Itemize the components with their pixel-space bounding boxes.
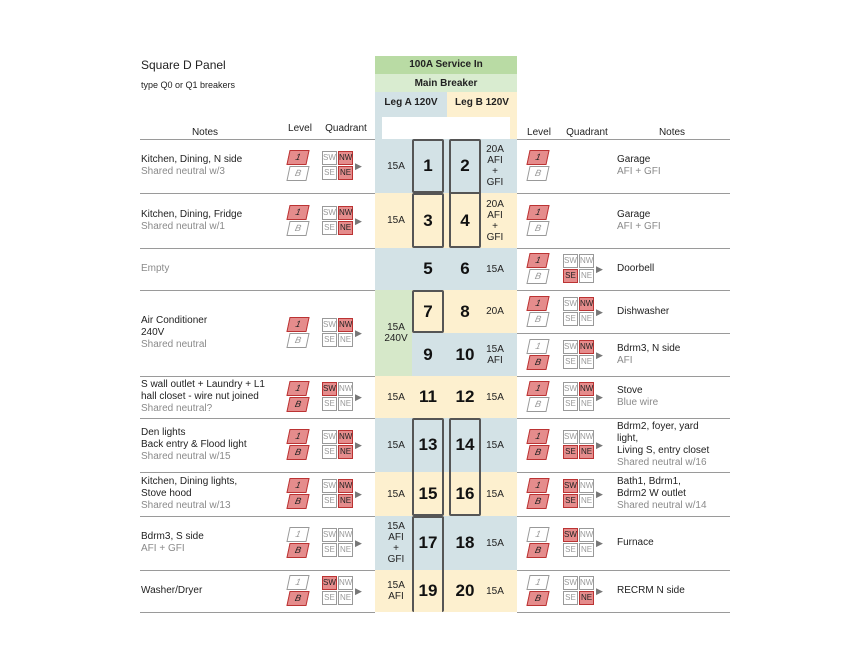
- amp-line: 15A: [486, 391, 504, 403]
- level-basement: B: [286, 591, 309, 606]
- left-note: Bdrm3, S side: [141, 531, 204, 542]
- quadrant-sw: SW: [322, 382, 337, 396]
- right-note: Doorbell: [617, 263, 655, 274]
- quadrant-indicator: [563, 340, 605, 370]
- level-upper: 1: [286, 575, 309, 590]
- level-upper: 1: [286, 527, 309, 542]
- amp-line: AFI: [487, 354, 503, 366]
- amp-rating-left: [378, 580, 414, 602]
- left-note: Kitchen, Dining, N side: [141, 154, 243, 165]
- quadrant-sw: SW: [322, 479, 337, 493]
- breaker-number-left: 3: [423, 210, 433, 230]
- leg-a-label: Leg A 120V: [384, 97, 438, 108]
- left-note: Den lights: [141, 427, 186, 438]
- left-note: Washer/Dryer: [141, 585, 203, 596]
- level-indicator: [286, 575, 312, 607]
- level-upper: 1: [526, 575, 549, 590]
- level-indicator: [286, 429, 312, 461]
- breaker-number-left: 13: [418, 435, 438, 454]
- quadrant-ne: NE: [579, 269, 594, 283]
- amp-rating-right: [480, 344, 510, 366]
- quadrant-se: SE: [563, 494, 578, 508]
- leg-b-label: Leg B 120V: [455, 97, 509, 108]
- amp-line: GFI: [486, 177, 504, 188]
- amp-line: 15A: [387, 322, 405, 333]
- quadrant-indicator: [322, 151, 364, 181]
- quadrant-sw: SW: [563, 430, 578, 444]
- level-upper: 1: [526, 253, 549, 268]
- row-divider-right: [517, 472, 730, 473]
- row-divider-right: [517, 139, 730, 140]
- row-divider-right: [517, 418, 730, 419]
- amp-line: 15A: [387, 439, 405, 451]
- amp-line: 15A: [387, 215, 405, 226]
- arrow-right-icon: ▶: [596, 489, 603, 499]
- row-divider-left: [140, 248, 375, 249]
- row-divider-left: [140, 612, 375, 613]
- breaker-divider: [449, 192, 481, 194]
- quadrant-sw: SW: [322, 318, 337, 332]
- arrow-right-icon: ▶: [355, 586, 362, 596]
- right-notes-header: Notes: [658, 127, 686, 138]
- quadrant-indicator: [563, 528, 605, 558]
- quadrant-se: SE: [322, 494, 337, 508]
- right-note-detail: Shared neutral w/16: [617, 457, 707, 468]
- right-note-detail: Blue wire: [617, 397, 659, 408]
- quadrant-se: SE: [322, 166, 337, 180]
- quadrant-nw: NW: [579, 254, 594, 268]
- row-divider-left: [140, 376, 375, 377]
- amp-line: 15A: [387, 580, 405, 591]
- amp-rating-right: [480, 489, 510, 500]
- quadrant-ne: NE: [579, 591, 594, 605]
- level-basement: B: [526, 166, 549, 181]
- level-indicator: [286, 527, 312, 559]
- row-divider-left: [140, 139, 375, 140]
- quadrant-nw: NW: [579, 576, 594, 590]
- row-divider-right: [517, 516, 730, 517]
- left-note: Back entry & Flood light: [141, 439, 247, 450]
- quadrant-nw: NW: [338, 430, 353, 444]
- breaker-number-left: 19: [418, 581, 438, 600]
- right-note: Furnace: [617, 537, 654, 548]
- quadrant-sw: SW: [563, 254, 578, 268]
- level-indicator: [286, 478, 312, 510]
- left-note: 240V: [141, 327, 165, 338]
- service-in-label: 100A Service In: [409, 59, 483, 70]
- level-indicator: [526, 150, 552, 182]
- quadrant-se: SE: [322, 397, 337, 411]
- page-subtitle: type Q0 or Q1 breakers: [141, 80, 236, 90]
- amp-line: GFI: [486, 231, 504, 243]
- row-divider-left: [140, 516, 375, 517]
- left-note-detail: Shared neutral w/1: [141, 220, 225, 232]
- arrow-right-icon: ▶: [355, 392, 362, 402]
- quadrant-ne: NE: [579, 355, 594, 369]
- left-note-detail: Empty: [141, 263, 170, 274]
- amp-rating-left: [378, 215, 414, 226]
- quadrant-sw: SW: [322, 528, 337, 542]
- amp-line: 15A: [486, 263, 504, 275]
- level-basement: B: [286, 397, 309, 412]
- quadrant-ne: NE: [338, 543, 353, 557]
- quadrant-sw: SW: [322, 430, 337, 444]
- quadrant-sw: SW: [563, 382, 578, 396]
- breaker-number-left: 1: [423, 156, 433, 175]
- quadrant-ne: NE: [338, 333, 353, 347]
- row-divider-left: [140, 570, 375, 571]
- arrow-right-icon: ▶: [596, 586, 603, 596]
- row-divider-left: [140, 193, 375, 194]
- quadrant-nw: NW: [338, 151, 353, 165]
- quadrant-indicator: [322, 206, 364, 236]
- row-divider-right: [517, 570, 730, 571]
- amp-rating-left: [378, 392, 414, 403]
- breaker-number-right: 14: [455, 435, 475, 454]
- level-basement: B: [286, 494, 309, 509]
- level-indicator: [526, 575, 552, 607]
- left-notes-header: Notes: [191, 127, 219, 138]
- level-upper: 1: [286, 205, 309, 220]
- breaker-number-right: 12: [455, 387, 475, 406]
- level-basement: B: [526, 269, 549, 284]
- level-upper: 1: [286, 317, 309, 332]
- quadrant-indicator: [322, 382, 364, 412]
- amp-line: AFI: [388, 591, 404, 602]
- quadrant-ne: NE: [338, 591, 353, 605]
- quadrant-indicator: [563, 430, 605, 460]
- arrow-right-icon: ▶: [355, 215, 362, 226]
- amp-rating-left: [378, 322, 414, 344]
- quadrant-indicator: [563, 382, 605, 412]
- amp-rating-left: [378, 489, 414, 500]
- level-indicator: [526, 478, 552, 510]
- quadrant-nw: NW: [338, 479, 353, 493]
- amp-line: 15A: [486, 439, 504, 451]
- level-basement: B: [286, 333, 309, 348]
- arrow-right-icon: ▶: [596, 440, 603, 450]
- level-basement: B: [526, 445, 549, 460]
- amp-line: 15A: [387, 160, 405, 172]
- level-indicator: [526, 205, 552, 237]
- level-indicator: [526, 429, 552, 461]
- quadrant-ne: NE: [579, 397, 594, 411]
- quadrant-nw: NW: [579, 528, 594, 542]
- quadrant-ne: NE: [338, 397, 353, 411]
- page-title: Square D Panel: [141, 58, 226, 72]
- quadrant-ne: NE: [338, 166, 353, 180]
- main-breaker-label: Main Breaker: [414, 78, 478, 89]
- quadrant-se: SE: [322, 543, 337, 557]
- quadrant-ne: NE: [579, 445, 594, 459]
- level-upper: 1: [526, 205, 549, 220]
- arrow-right-icon: ▶: [355, 538, 362, 548]
- amp-rating-left: [378, 161, 414, 172]
- quadrant-nw: NW: [338, 382, 353, 396]
- arrow-right-icon: ▶: [355, 328, 362, 338]
- quadrant-ne: NE: [579, 543, 594, 557]
- quadrant-se: SE: [563, 591, 578, 605]
- quadrant-ne: NE: [338, 445, 353, 459]
- quadrant-indicator: [322, 576, 364, 606]
- level-basement: B: [526, 312, 549, 327]
- right-note: Garage: [617, 154, 651, 165]
- amp-rating-right: [480, 199, 510, 243]
- quadrant-nw: NW: [579, 430, 594, 444]
- level-indicator: [526, 296, 552, 328]
- left-note-detail: AFI + GFI: [141, 543, 185, 554]
- right-note: Bdrm2 W outlet: [617, 488, 686, 499]
- quadrant-se: SE: [322, 445, 337, 459]
- level-basement: B: [286, 166, 309, 181]
- arrow-right-icon: ▶: [596, 349, 603, 360]
- quadrant-indicator: [563, 479, 605, 509]
- left-note: hall closet - wire nut joined: [141, 391, 259, 402]
- quadrant-indicator: [563, 576, 605, 606]
- quadrant-se: SE: [563, 355, 578, 369]
- level-upper: 1: [526, 150, 549, 165]
- right-note: Bdrm2, foyer, yard: [617, 421, 699, 432]
- amp-line: 15A: [387, 521, 405, 532]
- level-indicator: [526, 339, 552, 371]
- amp-rating-right: [480, 538, 510, 549]
- quadrant-se: SE: [322, 221, 337, 235]
- arrow-right-icon: ▶: [355, 440, 362, 450]
- breaker-number-left: 15: [418, 484, 438, 503]
- row-divider-left: [140, 418, 375, 419]
- breaker-number-right: 16: [455, 484, 475, 503]
- right-note: Dishwasher: [617, 305, 670, 317]
- right-note: RECRM N side: [617, 585, 685, 596]
- quadrant-sw: SW: [322, 206, 337, 220]
- amp-line: 20A: [486, 198, 504, 210]
- breaker-number-right: 2: [460, 156, 470, 175]
- breaker-number-right: 20: [455, 581, 475, 600]
- left-note: Kitchen, Dining lights,: [141, 476, 238, 487]
- breaker-number-left: 5: [423, 259, 433, 278]
- quadrant-nw: NW: [338, 528, 353, 542]
- right-note-detail: AFI + GFI: [617, 166, 661, 177]
- quadrant-ne: NE: [579, 494, 594, 508]
- quadrant-sw: SW: [322, 151, 337, 165]
- right-note: Bath1, Bdrm1,: [617, 476, 681, 487]
- quadrant-se: SE: [563, 269, 578, 283]
- level-basement: B: [526, 494, 549, 509]
- amp-line: +: [492, 220, 498, 232]
- amp-line: +: [492, 166, 498, 177]
- level-upper: 1: [286, 429, 309, 444]
- row-divider-right: [517, 248, 730, 249]
- amp-rating-right: [480, 440, 510, 451]
- level-basement: B: [286, 445, 309, 460]
- right-note: Stove: [617, 385, 643, 396]
- quadrant-nw: NW: [338, 318, 353, 332]
- right-note-detail: AFI + GFI: [617, 220, 661, 232]
- quadrant-ne: NE: [579, 312, 594, 326]
- level-basement: B: [286, 543, 309, 558]
- breaker-number-right: 10: [455, 344, 475, 364]
- row-divider-left: [140, 472, 375, 473]
- quadrant-sw: SW: [322, 576, 337, 590]
- level-upper: 1: [286, 150, 309, 165]
- level-indicator: [286, 381, 312, 413]
- amp-line: AFI: [487, 155, 503, 166]
- quadrant-se: SE: [322, 591, 337, 605]
- level-indicator: [526, 527, 552, 559]
- row-divider-right: [517, 333, 730, 334]
- row-divider-right: [517, 193, 730, 194]
- level-upper: 1: [526, 381, 549, 396]
- level-basement: B: [526, 221, 549, 236]
- left-note-detail: Shared neutral: [141, 339, 207, 350]
- quadrant-sw: SW: [563, 528, 578, 542]
- left-note-detail: Shared neutral w/13: [141, 500, 231, 511]
- right-note-detail: AFI: [617, 354, 633, 366]
- left-quadrant-header: Quadrant: [325, 123, 367, 134]
- arrow-right-icon: ▶: [355, 161, 362, 171]
- quadrant-sw: SW: [563, 297, 578, 311]
- amp-line: +: [393, 543, 399, 554]
- level-upper: 1: [526, 527, 549, 542]
- level-upper: 1: [526, 339, 549, 354]
- right-note: Garage: [617, 208, 651, 220]
- amp-line: 20A: [486, 306, 504, 317]
- level-basement: B: [286, 221, 309, 236]
- breaker-number-left: 11: [419, 387, 437, 406]
- row-divider-right: [517, 376, 730, 377]
- breaker-number-left: 17: [418, 533, 438, 552]
- amp-rating-left: [378, 440, 414, 451]
- level-basement: B: [526, 397, 549, 412]
- row-divider-left: [140, 290, 375, 291]
- amp-line: 15A: [486, 585, 504, 597]
- row-divider-right: [517, 290, 730, 291]
- arrow-right-icon: ▶: [596, 306, 603, 317]
- arrow-right-icon: ▶: [596, 392, 603, 402]
- quadrant-nw: NW: [338, 206, 353, 220]
- amp-line: 15A: [486, 343, 504, 355]
- amp-rating-right: [480, 144, 510, 188]
- quadrant-se: SE: [563, 397, 578, 411]
- level-basement: B: [526, 355, 549, 370]
- level-indicator: [526, 253, 552, 285]
- level-indicator: [526, 381, 552, 413]
- quadrant-indicator: [322, 318, 364, 348]
- quadrant-indicator: [322, 430, 364, 460]
- amp-line: 240V: [384, 333, 408, 344]
- level-upper: 1: [526, 429, 549, 444]
- left-note: S wall outlet + Laundry + L1: [141, 379, 265, 390]
- amp-line: AFI: [388, 532, 404, 543]
- quadrant-nw: NW: [579, 340, 594, 354]
- quadrant-se: SE: [563, 543, 578, 557]
- quadrant-ne: NE: [338, 221, 353, 235]
- amp-rating-right: [480, 392, 510, 403]
- left-note: Kitchen, Dining, Fridge: [141, 208, 243, 220]
- left-level-header: Level: [288, 123, 312, 134]
- arrow-right-icon: ▶: [355, 489, 362, 499]
- quadrant-indicator: [322, 479, 364, 509]
- breaker-number-left: 7: [423, 301, 433, 321]
- quadrant-se: SE: [563, 445, 578, 459]
- quadrant-nw: NW: [579, 382, 594, 396]
- arrow-right-icon: ▶: [596, 538, 603, 548]
- right-note: light,: [617, 433, 639, 444]
- level-basement: B: [526, 591, 549, 606]
- left-note: Stove hood: [141, 488, 192, 499]
- amp-line: 15A: [486, 488, 504, 500]
- quadrant-nw: NW: [579, 297, 594, 311]
- left-note: Air Conditioner: [141, 315, 208, 326]
- right-level-header: Level: [527, 127, 551, 138]
- quadrant-ne: NE: [338, 494, 353, 508]
- header-blank: [382, 117, 510, 139]
- amp-line: 15A: [387, 488, 405, 500]
- breaker-number-right: 8: [460, 301, 470, 321]
- amp-rating-right: [480, 586, 510, 597]
- quadrant-nw: NW: [579, 479, 594, 493]
- quadrant-indicator: [563, 297, 605, 327]
- left-note-detail: Shared neutral w/3: [141, 166, 225, 177]
- right-note-detail: Shared neutral w/14: [617, 500, 707, 511]
- right-note: Living S, entry closet: [617, 445, 710, 456]
- quadrant-nw: NW: [338, 576, 353, 590]
- amp-line: GFI: [387, 554, 405, 565]
- level-upper: 1: [286, 478, 309, 493]
- left-note-detail: Shared neutral w/15: [141, 451, 231, 462]
- amp-line: 15A: [387, 391, 405, 403]
- quadrant-sw: SW: [563, 340, 578, 354]
- amp-line: 15A: [486, 537, 504, 549]
- level-upper: 1: [526, 478, 549, 493]
- amp-rating-right: [480, 306, 510, 317]
- quadrant-se: SE: [322, 333, 337, 347]
- level-indicator: [286, 205, 312, 237]
- row-divider-right: [517, 612, 730, 613]
- quadrant-se: SE: [563, 312, 578, 326]
- level-upper: 1: [286, 381, 309, 396]
- level-basement: B: [526, 543, 549, 558]
- level-indicator: [286, 317, 312, 349]
- quadrant-indicator: [322, 528, 364, 558]
- quadrant-indicator: [563, 254, 605, 284]
- quadrant-sw: SW: [563, 576, 578, 590]
- right-quadrant-header: Quadrant: [566, 127, 608, 138]
- level-indicator: [286, 150, 312, 182]
- amp-rating-right: [480, 264, 510, 275]
- quadrant-sw: SW: [563, 479, 578, 493]
- amp-line: AFI: [487, 209, 503, 221]
- right-note: Bdrm3, N side: [617, 342, 681, 354]
- amp-rating-left: [378, 521, 414, 565]
- breaker-number-left: 9: [423, 344, 433, 364]
- breaker-number-right: 4: [460, 210, 470, 230]
- breaker-number-right: 18: [455, 533, 475, 552]
- left-note-detail: Shared neutral?: [141, 403, 213, 414]
- amp-line: 20A: [486, 144, 504, 155]
- breaker-number-right: 6: [460, 259, 470, 278]
- arrow-right-icon: ▶: [596, 264, 603, 274]
- level-upper: 1: [526, 296, 549, 311]
